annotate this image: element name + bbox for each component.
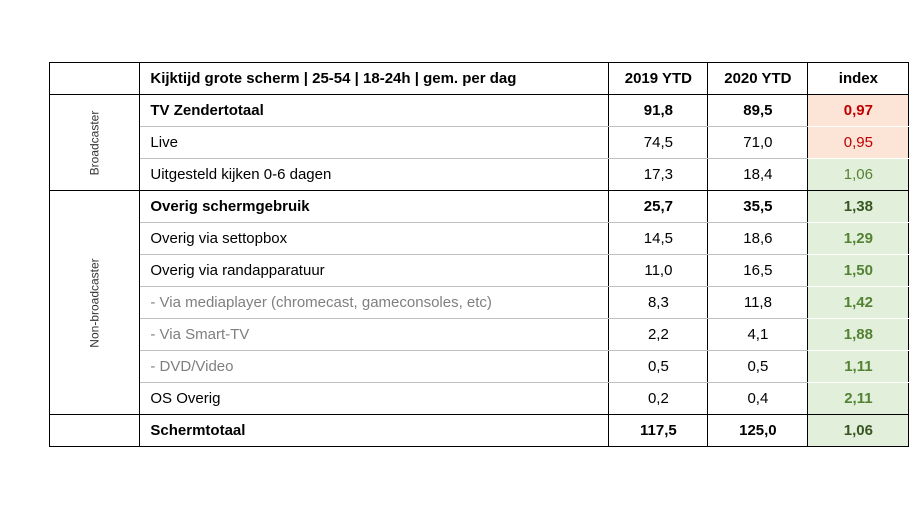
table-row: [50, 159, 909, 191]
row-label: Overig via randapparatuur: [140, 255, 609, 287]
table-row: [50, 383, 909, 415]
row-2019: 74,5: [609, 127, 708, 159]
row-2020: 11,8: [708, 287, 808, 319]
table-row: [50, 95, 909, 127]
row-2019: 117,5: [609, 415, 708, 447]
row-2019: 11,0: [609, 255, 708, 287]
table-row: [50, 287, 909, 319]
table-row: [50, 351, 909, 383]
group-broadcaster: [50, 95, 140, 191]
row-label: TV Zendertotaal: [140, 95, 609, 127]
row-label: Schermtotaal: [140, 415, 609, 447]
row-2020: 0,4: [708, 383, 808, 415]
row-2019: 25,7: [609, 191, 708, 223]
row-index: 1,29: [808, 223, 909, 255]
row-2019: 0,5: [609, 351, 708, 383]
row-2020: 125,0: [708, 415, 808, 447]
viewing-time-table: [49, 62, 909, 447]
row-label: Overig via settopbox: [140, 223, 609, 255]
header-2020: 2020 YTD: [708, 63, 808, 95]
row-2019: 14,5: [609, 223, 708, 255]
table-row: [50, 319, 909, 351]
table-row: [50, 255, 909, 287]
row-2020: 4,1: [708, 319, 808, 351]
row-index: 1,50: [808, 255, 909, 287]
row-label: Live: [140, 127, 609, 159]
row-label: - Via Smart-TV: [140, 319, 609, 351]
row-2019: 2,2: [609, 319, 708, 351]
group-total-empty: [50, 415, 140, 447]
row-index: 1,42: [808, 287, 909, 319]
row-label: Overig schermgebruik: [140, 191, 609, 223]
row-index: 2,11: [808, 383, 909, 415]
row-label: OS Overig: [140, 383, 609, 415]
row-index: 1,38: [808, 191, 909, 223]
table-row: [50, 127, 909, 159]
row-2019: 8,3: [609, 287, 708, 319]
group-label-non-broadcaster: Non-broadcaster: [87, 257, 102, 348]
table-row: [50, 223, 909, 255]
row-2020: 18,6: [708, 223, 808, 255]
row-2020: 0,5: [708, 351, 808, 383]
row-index: 0,95: [808, 127, 909, 159]
row-2019: 91,8: [609, 95, 708, 127]
row-index: 0,97: [808, 95, 909, 127]
table-frame: [49, 62, 909, 447]
header-index: index: [808, 63, 909, 95]
row-label: - DVD/Video: [140, 351, 609, 383]
group-label-broadcaster: Broadcaster: [87, 110, 102, 175]
row-2020: 16,5: [708, 255, 808, 287]
row-2020: 35,5: [708, 191, 808, 223]
row-index: 1,88: [808, 319, 909, 351]
header-2019: 2019 YTD: [609, 63, 708, 95]
row-2019: 0,2: [609, 383, 708, 415]
row-2019: 17,3: [609, 159, 708, 191]
table-row-total: [50, 415, 909, 447]
row-2020: 18,4: [708, 159, 808, 191]
header-label: Kijktijd grote scherm | 25-54 | 18-24h | gem. per dag: [140, 63, 609, 95]
table-row: [50, 191, 909, 223]
header-corner: [50, 63, 140, 95]
row-label: - Via mediaplayer (chromecast, gameconsoles, etc): [140, 287, 609, 319]
row-index: 1,06: [808, 159, 909, 191]
row-2020: 89,5: [708, 95, 808, 127]
row-index: 1,06: [808, 415, 909, 447]
group-non-broadcaster: [50, 191, 140, 415]
row-label: Uitgesteld kijken 0-6 dagen: [140, 159, 609, 191]
row-2020: 71,0: [708, 127, 808, 159]
row-index: 1,11: [808, 351, 909, 383]
table-header-row: [50, 63, 909, 95]
